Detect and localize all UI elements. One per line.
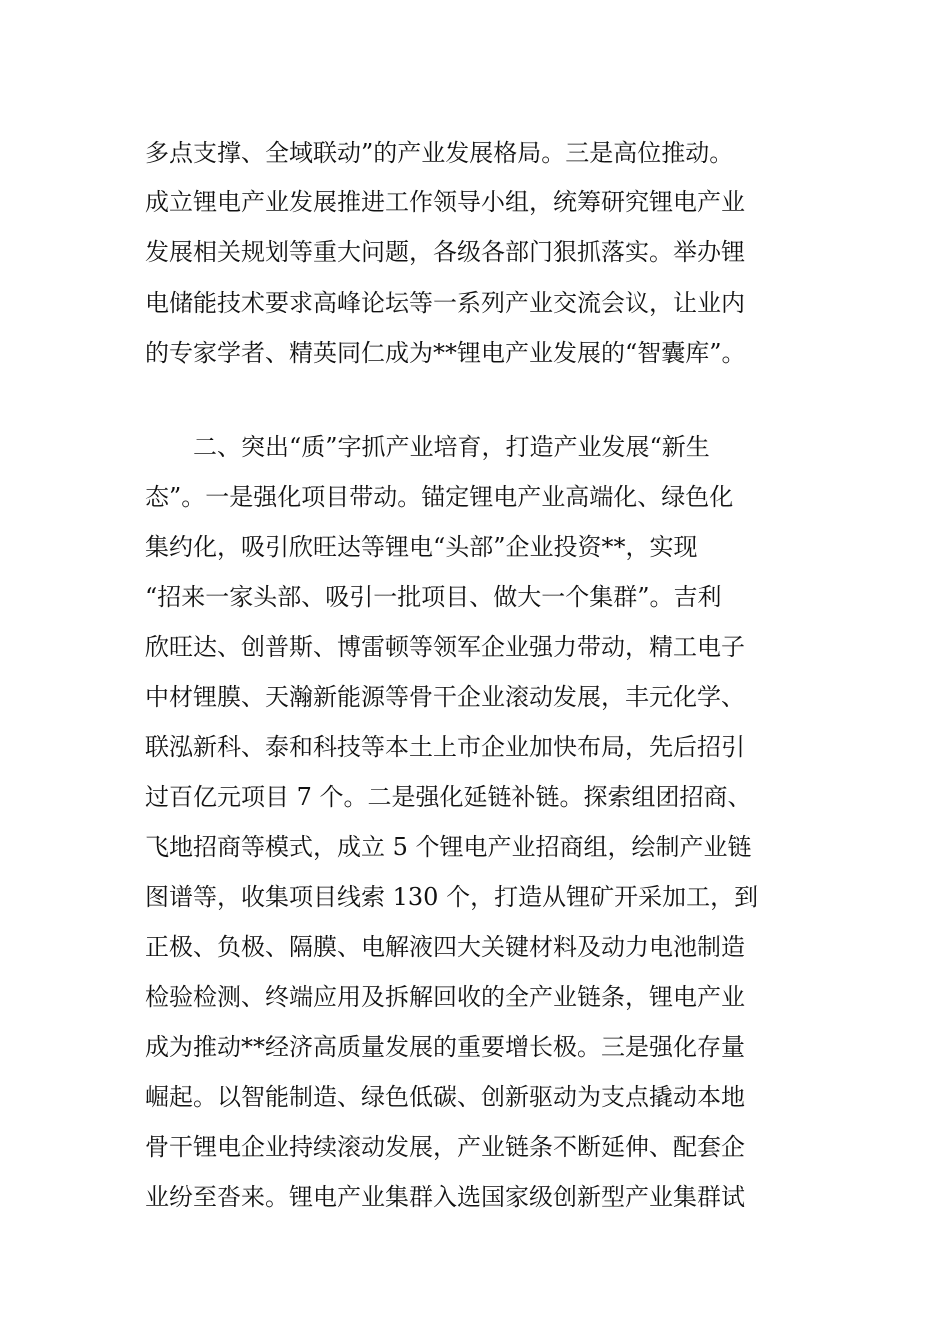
text-line: 欣旺达、创普斯、博雷顿等领军企业强力带动，精工电子 xyxy=(145,633,745,661)
text-line: 检验检测、终端应用及拆解回收的全产业链条，锂电产业 xyxy=(145,983,745,1011)
text-line: 的专家学者、精英同仁成为**锂电产业发展的“智囊库”。 xyxy=(145,339,746,367)
text-line: 集约化，吸引欣旺达等锂电“头部”企业投资**，实现 xyxy=(145,533,698,561)
text-line: 联泓新科、泰和科技等本土上市企业加快布局，先后招引 xyxy=(145,733,745,761)
text-line: 中材锂膜、天瀚新能源等骨干企业滚动发展，丰元化学、 xyxy=(145,683,745,711)
text-line: 过百亿元项目 7 个。二是强化延链补链。探索组团招商、 xyxy=(145,783,752,811)
text-line: 成立锂电产业发展推进工作领导小组，统筹研究锂电产业 xyxy=(145,188,745,216)
text-line: 骨干锂电企业持续滚动发展，产业链条不断延伸、配套企 xyxy=(145,1133,745,1161)
text-line: 成为推动**经济高质量发展的重要增长极。三是强化存量 xyxy=(145,1033,745,1061)
text-line: 发展相关规划等重大问题，各级各部门狠抓落实。举办锂 xyxy=(145,238,745,266)
text-line: 图谱等，收集项目线索 130 个，打造从锂矿开采加工，到 xyxy=(145,883,759,911)
text-line: 态”。一是强化项目带动。锚定锂电产业高端化、绿色化 xyxy=(145,483,734,511)
text-line: 飞地招商等模式，成立 5 个锂电产业招商组，绘制产业链 xyxy=(145,833,752,861)
text-line: 二、突出“质”字抓产业培育，打造产业发展“新生 xyxy=(193,433,710,461)
text-line: 业纷至沓来。锂电产业集群入选国家级创新型产业集群试 xyxy=(145,1183,745,1211)
text-line: 电储能技术要求高峰论坛等一系列产业交流会议，让业内 xyxy=(145,289,745,317)
text-line: “招来一家头部、吸引一批项目、做大一个集群”。吉利 xyxy=(145,583,722,611)
text-line: 多点支撑、全域联动”的产业发展格局。三是高位推动。 xyxy=(145,139,734,167)
text-line: 崛起。以智能制造、绿色低碳、创新驱动为支点撬动本地 xyxy=(145,1083,745,1111)
text-line: 正极、负极、隔膜、电解液四大关键材料及动力电池制造 xyxy=(145,933,745,961)
